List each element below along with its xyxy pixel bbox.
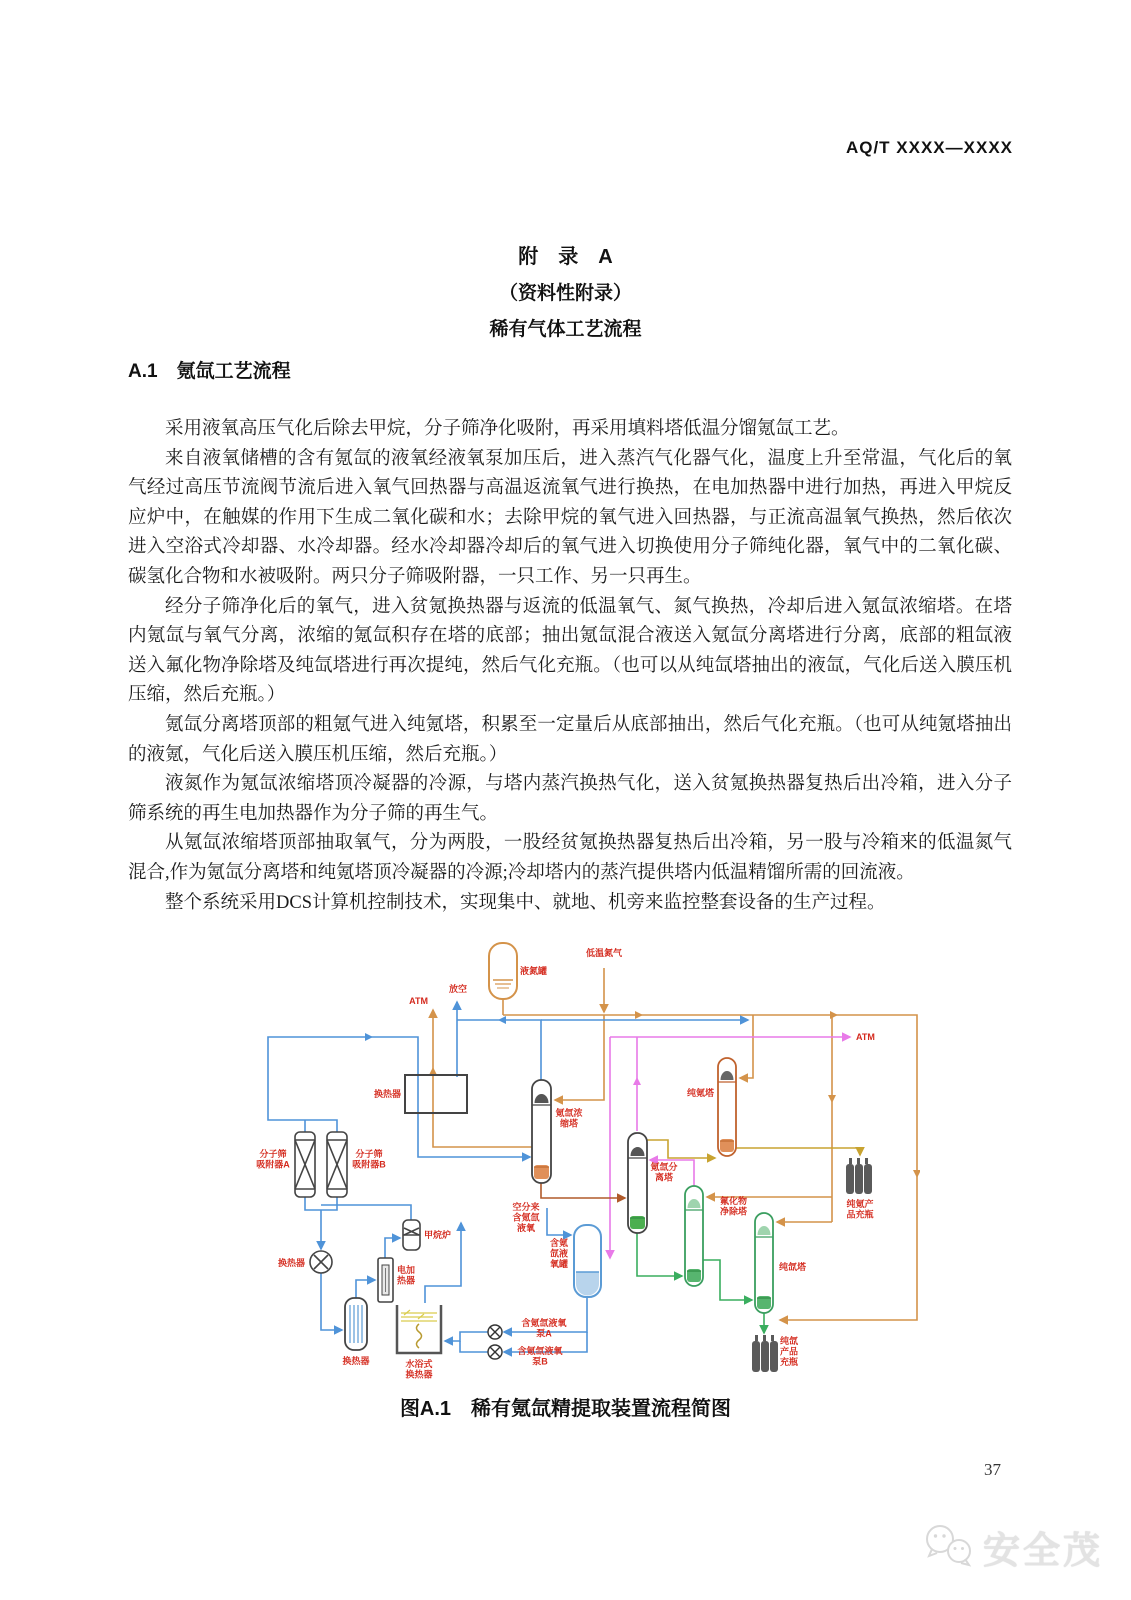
diagram-label: 氪氙浓缩塔 [555, 1108, 583, 1129]
kr-xe-separation-column [628, 1133, 647, 1233]
diagram-label: 换热器 [342, 1356, 370, 1366]
watermark [923, 1520, 1103, 1574]
diagram-label: 电加热器 [397, 1265, 416, 1286]
main-heat-exchanger [405, 1075, 467, 1113]
pure-xenon-column [755, 1213, 773, 1313]
body-paragraph: 液氮作为氪氙浓缩塔顶冷凝器的冷源，与塔内蒸汽换热气化，送入贫氪换热器复热后出冷箱，进入分子筛系统的再生电加热器作为分子筛的再生气。 [128, 774, 1012, 824]
diagram-label: 换热器 [373, 1089, 401, 1099]
shell-tube-heat-exchanger [345, 1298, 367, 1350]
appendix-title-block [0, 240, 1131, 341]
diagram-label: 纯氪塔 [686, 1088, 714, 1098]
appendix-title: 附 录 A [518, 246, 613, 268]
diagram-label: 分子筛吸附器A [256, 1149, 290, 1170]
diagram-label: 纯氙塔 [779, 1262, 807, 1272]
lox-pump-a [488, 1325, 502, 1339]
diagram-label: 液氮罐 [520, 966, 548, 976]
body-text [128, 415, 1012, 918]
section-heading: A.1 氪氙工艺流程 [128, 361, 291, 382]
appendix-subtitle: （资料性附录） [498, 283, 632, 304]
diagram-label: 含氪氙液氧泵B [517, 1346, 563, 1367]
krypton-lines [647, 1140, 860, 1158]
process-flow-diagram [220, 920, 920, 1390]
body-paragraph: 来自液氧储槽的含有氪氙的液氧经液氧泵加压后，进入蒸汽气化器气化，温度上升至常温，气化后的氧气经过高压节流阀节流后进入氧气回热器与高温返流氧气进行换热，在电加热器中进行加热，再进入甲烷反应炉中，在触媒的作用下生成二氧化碳和水；去除甲烷的氧气进入回热器，与正流高温氧气换热，然后依次进入空浴式冷却器、水冷却器。经水冷却器冷却后的氧气进入切换使用分子筛纯化器，氧气中的二氧化碳、碳氢化合物和水被吸附。两只分子筛吸附器，一只工作、另一只再生。 [128, 448, 1012, 587]
vent-mid-arrows [633, 1077, 641, 1085]
lox-pump-b [488, 1345, 502, 1359]
pure-krypton-column [718, 1058, 736, 1156]
page-number: 37 [984, 1460, 1001, 1479]
diagram-label: 含氪氙液氧罐 [549, 1238, 569, 1269]
molecular-sieve-adsorber-b [327, 1132, 347, 1197]
diagram-label: 含氪氙液氧泵A [521, 1318, 567, 1339]
diagram-label: ATM [856, 1032, 875, 1042]
fluoride-removal-column [685, 1186, 703, 1286]
body-paragraph: 经分子筛净化后的氧气，进入贫氪换热器与返流的低温氧气、氮气换热，冷却后进入氪氙浓缩塔。在塔内氪氙与氧气分离，浓缩的氪氙积存在塔的底部；抽出氪氙混合液送入氪氙分离塔进行分离，底部的粗氙液送入氟化物净除塔及纯氙塔进行再次提纯，然后气化充瓶。（也可以从纯氙塔抽出的液氙，气化后送入膜压机压缩，然后充瓶。） [128, 596, 1012, 706]
body-paragraph: 整个系统采用DCS计算机控制技术，实现集中、就地、机旁来监控整套设备的生产过程。 [165, 892, 886, 913]
methane-furnace [403, 1220, 420, 1250]
circle-heat-exchanger [310, 1251, 332, 1273]
water-bath-heat-exchanger [397, 1305, 441, 1353]
document-number: AQ/T XXXX—XXXX [845, 138, 1013, 157]
diagram-label: 换热器 [277, 1258, 305, 1268]
diagram-label: 氪氙分离塔 [650, 1162, 678, 1183]
diagram-label: 低温氮气 [585, 948, 623, 958]
kr-xe-concentration-column [532, 1080, 551, 1183]
body-paragraph: 从氪氙浓缩塔顶部抽取氧气，分为两股，一股经贫氪换热器复热后出冷箱，另一股与冷箱来的低温氮气混合,作为氪氙分离塔和纯氪塔顶冷凝器的冷源;冷却塔内的蒸汽提供塔内低温精馏所需的回流液。 [128, 833, 1012, 883]
diagram-label: 放空 [448, 984, 468, 994]
electric-heater [378, 1258, 393, 1302]
chat-bubbles-logo-icon [923, 1523, 979, 1571]
xenon-product-cylinders [752, 1335, 778, 1372]
watermark-text: 安全茂 [983, 1530, 1103, 1571]
body-paragraph: 采用液氧高压气化后除去甲烷，分子筛净化吸附，再采用填料塔低温分馏氪氙工艺。 [165, 419, 850, 439]
diagram-label: 纯氙产品充瓶 [780, 1336, 799, 1367]
kr-xe-lox-tank [574, 1225, 601, 1297]
body-paragraph: 氪氙分离塔顶部的粗氪气进入纯氪塔，积累至一定量后从底部抽出，然后气化充瓶。（也可从纯氪塔抽出的液氪，气化后送入膜压机压缩，然后充瓶。） [128, 714, 1012, 765]
kr-xe-liquid-line [541, 1183, 625, 1198]
diagram-label: 水浴式换热器 [405, 1359, 433, 1380]
appendix-topic: 稀有气体工艺流程 [489, 319, 642, 340]
diagram-label: 甲烷炉 [424, 1230, 452, 1240]
figure-caption: 图A.1 稀有氪氙精提取装置流程简图 [399, 1398, 732, 1420]
liquid-nitrogen-tank [489, 943, 517, 999]
krypton-product-cylinders [846, 1158, 872, 1194]
diagram-label: 氟化物净除塔 [720, 1196, 748, 1217]
diagram-label: 纯氪产品充瓶 [846, 1199, 874, 1220]
molecular-sieve-adsorber-a [295, 1132, 315, 1197]
diagram-label: 空分来含氪氙液氧 [512, 1202, 540, 1233]
nitrogen-mid-arrows [429, 1011, 920, 1178]
diagram-label: ATM [409, 996, 428, 1006]
diagram-label: 分子筛吸附器B [352, 1149, 386, 1170]
process-flow-diagram-svg [220, 920, 920, 1390]
